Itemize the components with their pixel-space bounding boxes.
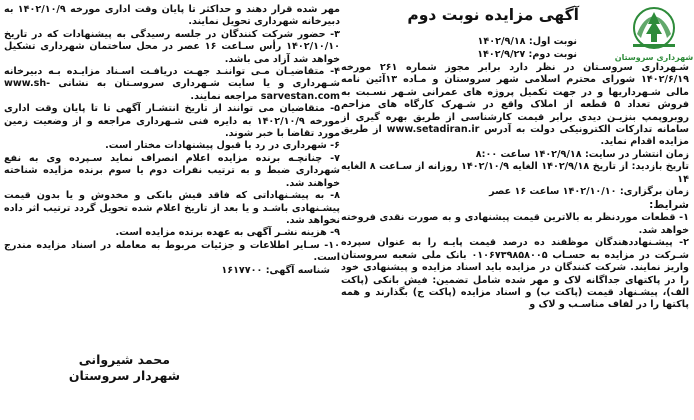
municipality-logo-icon [614,4,694,64]
publish-date: زمان انتشار در سایت: ۱۴۰۲/۹/۱۸ ساعت ۸:۰۰ [475,148,689,160]
ad-header [341,4,694,62]
conditions-title: شرایط: [649,199,689,212]
condition-item: ۲- پیشـنهاددهندگان موظفند ده درصد قیمت پایـه را به عنوان سپرده شـرکت در مزایده به حسـاب ۰۱۰۶۷۳۹۸۵۸۰۰۵ بانک ملی شعبه سروستان واریز نمایند. شرکت کنندگان در مزایده باید اسناد مزایده و پیشنهادی خود را در پاکتهای جداگانه لاک و مهر شده شامل تضمین: فیش بانکی (پاکت الف)، پیشـنهاد قیمت (پاکت ب) و اسناد مزایده (پاکت ج) بگذارند و همه پاکتها را در لفاف مناسـب و لاک و [341,237,689,311]
signature-block [69,352,180,384]
condition-item: ۱۰- سـایر اطلاعات و جزئیات مربوط به معامله در اسناد مزایده مندرج است. [4,239,340,264]
condition-item: ۵- متقاضیان می توانند از تاریخ انتشـار آگهی تا تا پایان وقت اداری مورخه ۱۴۰۲/۱۰/۹ به دایره فنی شـهرداری مراجعه و از وضعیت زمین مورد تقاضا با خبر شوند. [4,103,340,140]
condition-item: ۶- شهرداری در رد یا قبول پیشنهادات مختار است. [105,140,340,152]
intro-paragraph: شـهرداری سروسـتان در نظر دارد برابر مجوز شماره ۲۶۱ مورخه ۱۴۰۲/۶/۱۹ شورای محترم اسلامی شهر سروستان و مـاده ۱۳آئین نامه مالی شـهرداریها و در جهت تکمیل پروژه های عمرانی شـهر نسـبت به فروش تعداد ۵ قطعه از املاک واقع در شـهرک کارگاه های مزاحم روبروپمپ بنزیـن دیدی برابر قیمت کارشناسی از طریق بهره گیری از سامانه تدارکات الکترونیکی دولت به آدرس www.setadiran.ir از طریق مزایده اقدام نماید. [341,62,690,148]
left-column [4,4,340,416]
condition-item: ۷- چنانچـه برنده مزایده اعلام انصراف نماید سـپرده وی به نفع شهرداری ضبط و به ترتیب نفرات دوم یا سوم برنده مزایده شناخته خواهند شد. [4,152,340,189]
first-turn-date: نوبت اول: ۱۴۰۲/۹/۱۸ [477,36,577,47]
visit-date: تاریخ بازدید: از تاریخ ۱۴۰۲/۹/۱۸ الغایه ۱۴۰۲/۱۰/۹ روزانه از سـاعت ۸ الغایه ۱۴ [341,161,689,185]
condition-item: ۹- هزینه نشـر آگهی به عهده برنده مزایده است. [115,227,340,239]
condition-item: ۸- به پیشـنهاداتی که فاقد فیش بانکی و مخدوش و یا بدون قیمت پیشـنهادی باشـد و یا بعد از تاریخ اعلام شده تحویل گردد ترتیب اثر داده نخواهد شد. [4,190,340,226]
logo-caption: شهرداری سروستان [614,53,694,62]
hold-date: زمان برگزاری: ۱۴۰۲/۱۰/۱۰ ساعت ۱۶ عصر [489,186,689,198]
mayor-title: شهردار سروستان [68,368,180,383]
condition-item: مهر شده قرار دهند و حداکثر تا پایان وقت اداری مورخه ۱۴۰۲/۱۰/۹ به دبیرخانه شهرداری تحویل نمایند. [4,4,340,28]
condition-item: ۴- متقاضیـان مـی تواننـد جهـت دریافـت اسـناد مزایـده بـه دبیرخانه شـهرداری و یا سایت شـهرداری سروسـتان به نشانی www.sh-sarvestan.com مراجعه نمایند. [4,66,340,102]
right-column [341,4,694,416]
ad-id: شناسه آگهی: ۱۶۱۷۷۰۰ [221,264,330,276]
ad-title: آگهی مزایده نوبت دوم [407,6,579,24]
second-turn-date: نوبت دوم: ۱۴۰۲/۹/۲۷ [477,49,577,60]
mayor-name: محمد شیروانی [78,352,171,367]
condition-item: ۱- قطعات موردنظر به بالاترین قیمت پیشنهادی و به صورت نقدی فروخته خواهد شد. [341,212,689,236]
condition-item: ۳- حضور شرکت کنندگان در جلسه رسیدگی به پیشنهادات که در تاریخ ۱۴۰۲/۱۰/۱۰ رأس سـاعت ۱۶ عصر در محل ساختمان شهرداری تشکیل خواهد شد آزاد می باشد. [4,28,340,65]
